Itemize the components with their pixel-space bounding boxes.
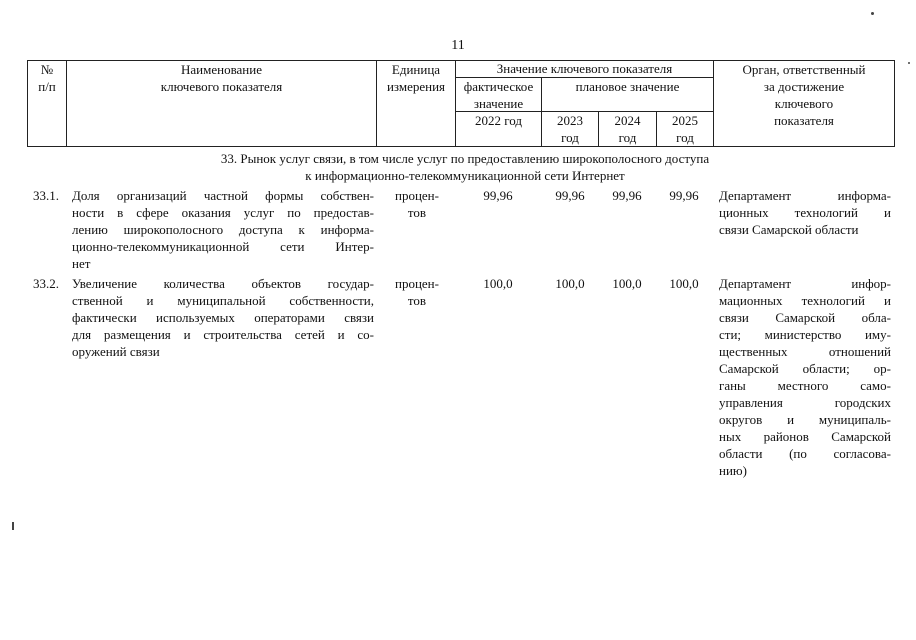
- header-name: Наименование ключевого показателя: [160, 62, 283, 94]
- value-2023: 99,96: [555, 188, 585, 203]
- header-year-2024: 2024 год: [614, 113, 641, 145]
- header-year-2022: 2022 год: [475, 113, 522, 128]
- row-number: 33.2.: [33, 276, 59, 291]
- header-org: Орган, ответственный за достижение ключевого показателя: [742, 62, 866, 128]
- value-2022: 99,96: [483, 188, 513, 203]
- section-title: 33. Рынок услуг связи, в том числе услуг по предоставлению широкополосного доступа к информационно-телекоммуникационной сети Интернет: [220, 151, 710, 183]
- scan-speck: [871, 12, 874, 15]
- unit: процен- тов: [395, 188, 439, 220]
- value-2025: 99,96: [669, 188, 699, 203]
- page-number: 11: [451, 38, 465, 53]
- header-value-group: Значение ключевого показателя: [496, 61, 673, 76]
- responsible-org: Департамент информа- ционных технологий и связи Самарской области: [719, 188, 891, 237]
- value-2025: 100,0: [669, 276, 699, 291]
- indicator-name: Доля организаций частной формы собствен- ности в сфере оказания услуг по предостав- лению широкополосного доступа к информа- ционно-телекоммуникационной сети Интер- нет: [72, 188, 374, 271]
- header-bottom-border: [27, 146, 895, 147]
- unit: процен- тов: [395, 276, 439, 308]
- scan-speck: [12, 522, 14, 530]
- scan-speck: [908, 62, 910, 64]
- value-2023: 100,0: [555, 276, 585, 291]
- header-unit: Единица измерения: [386, 62, 446, 94]
- value-2024: 100,0: [612, 276, 642, 291]
- row-number: 33.1.: [33, 188, 59, 203]
- header-year-2023: 2023 год: [557, 113, 583, 145]
- header-planned: плановое значение: [575, 79, 680, 94]
- value-2022: 100,0: [483, 276, 513, 291]
- responsible-org: Департамент инфор- мационных технологий и связи Самарской обла- сти; министерство иму- щественных отношений Самарской области; ор- ганы местного само- управления городских округов и муниципаль- ных районов Самарской области (по согласова- нию): [719, 276, 891, 478]
- header-actual: фактическое значение: [463, 79, 534, 111]
- header-year-2025: 2025 год: [672, 113, 698, 145]
- border-right: [894, 60, 895, 147]
- indicator-name: Увеличение количества объектов государ- ственной и муниципальной собственности, фактически используемых операторами связи для размещения и строительства сетей и со- оружений связи: [72, 276, 374, 359]
- header-num: № п/п: [38, 62, 56, 94]
- value-2024: 99,96: [612, 188, 642, 203]
